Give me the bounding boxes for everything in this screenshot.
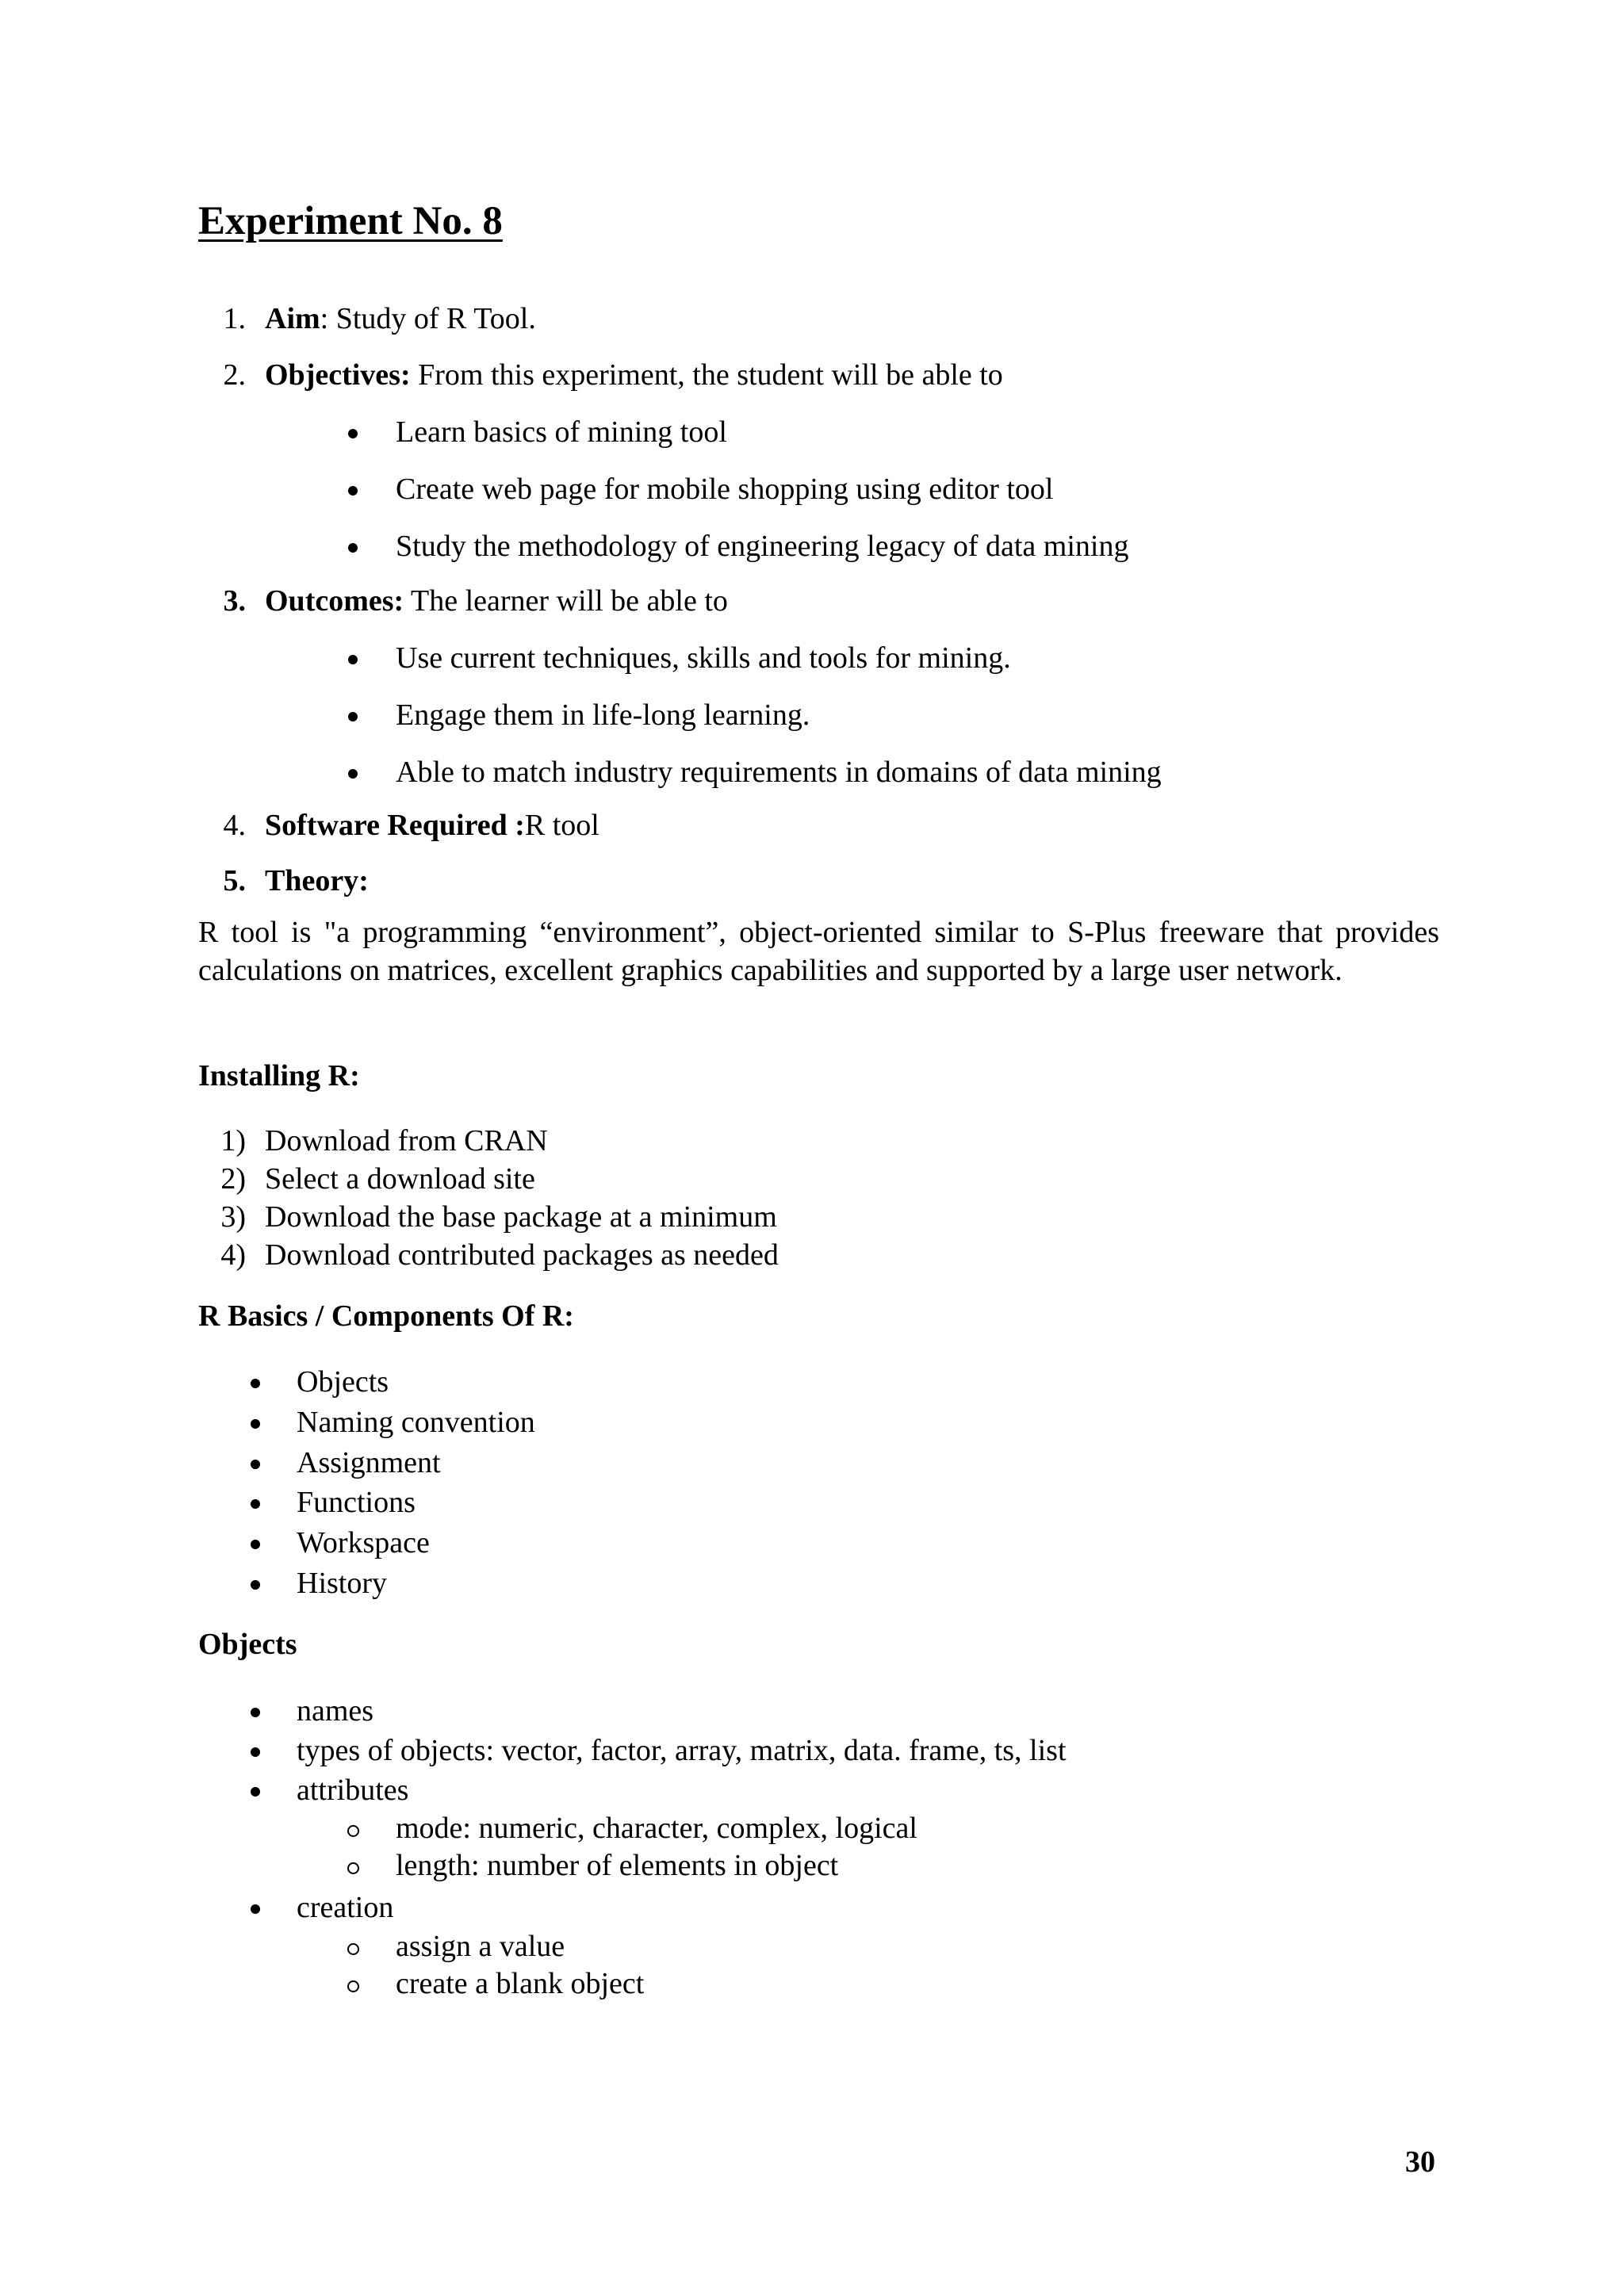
software-item: [198, 810, 599, 840]
objectives-item: [198, 360, 1003, 390]
outcome-bullet: Use current techniques, skills and tools for mining.: [396, 641, 1011, 675]
objects-item: names: [297, 1694, 374, 1728]
sub-bullet-icon: [347, 1862, 359, 1874]
bullet-icon: [348, 769, 358, 779]
basics-heading: R Basics / Components Of R:: [198, 1299, 574, 1333]
item-number: 4.: [223, 809, 246, 842]
sub-bullet-icon: [347, 1980, 359, 1992]
item-label: Theory:: [265, 864, 369, 897]
bullet-icon: [251, 1708, 260, 1717]
bullet-icon: [348, 712, 358, 721]
bullet-icon: [251, 1460, 260, 1469]
bullet-icon: [251, 1499, 260, 1509]
item-label: Software Required :: [265, 809, 525, 842]
basics-item: Functions: [297, 1486, 416, 1519]
install-step: 4) Download contributed packages as needed: [220, 1238, 779, 1272]
bullet-icon: [348, 655, 358, 664]
item-number: 5.: [223, 864, 246, 897]
objective-bullet: Create web page for mobile shopping using editor tool: [396, 473, 1054, 506]
sub-bullet-icon: [347, 1943, 359, 1955]
installing-heading: Installing R:: [198, 1059, 360, 1093]
bullet-icon: [251, 1787, 260, 1797]
sub-bullet-icon: [347, 1825, 359, 1837]
basics-item: History: [297, 1567, 387, 1600]
basics-item: Naming convention: [297, 1406, 535, 1439]
item-label: Objectives:: [265, 358, 411, 392]
page-title: Experiment No. 8: [198, 199, 503, 243]
item-label: Outcomes:: [265, 584, 404, 618]
bullet-icon: [348, 543, 358, 553]
item-number: 3.: [223, 584, 246, 618]
item-text: R tool: [524, 809, 599, 842]
bullet-icon: [251, 1379, 260, 1388]
attribute-subitem: mode: numeric, character, complex, logical: [396, 1812, 917, 1845]
bullet-icon: [251, 1747, 260, 1757]
objects-item: attributes: [297, 1774, 409, 1807]
attribute-subitem: length: number of elements in object: [396, 1849, 839, 1882]
item-text: The learner will be able to: [404, 584, 728, 618]
objects-item: types of objects: vector, factor, array, matrix, data. frame, ts, list: [297, 1734, 1067, 1767]
creation-subitem: assign a value: [396, 1930, 565, 1963]
install-step: 3) Download the base package at a minimum: [220, 1200, 777, 1234]
bullet-icon: [348, 486, 358, 496]
objects-item: creation: [297, 1891, 394, 1924]
aim-item: [198, 304, 536, 334]
item-label: Aim: [265, 302, 320, 335]
bullet-icon: [348, 429, 358, 438]
theory-item: [198, 866, 369, 896]
bullet-icon: [251, 1904, 260, 1914]
bullet-icon: [251, 1419, 260, 1429]
item-text: From this experiment, the student will be able to: [410, 358, 1003, 392]
objects-heading: Objects: [198, 1628, 297, 1661]
item-text: : Study of R Tool.: [320, 302, 536, 335]
outcome-bullet: Engage them in life-long learning.: [396, 698, 810, 732]
basics-item: Objects: [297, 1365, 389, 1399]
item-number: 2.: [223, 358, 246, 392]
outcome-bullet: Able to match industry requirements in domains of data mining: [396, 756, 1162, 789]
creation-subitem: create a blank object: [396, 1967, 645, 2000]
install-step: 2) Select a download site: [220, 1162, 535, 1196]
basics-item: Assignment: [297, 1446, 441, 1479]
objective-bullet: Learn basics of mining tool: [396, 415, 727, 449]
theory-paragraph: R tool is "a programming “environment”, object-oriented similar to S-Plus freeware that provides calculations on matrices, excellent graphics capabilities and supported by a large user network.: [198, 916, 1439, 987]
bullet-icon: [251, 1540, 260, 1549]
item-number: 1.: [223, 302, 246, 335]
basics-item: Workspace: [297, 1526, 430, 1559]
page-number: 30: [1405, 2145, 1435, 2179]
bullet-icon: [251, 1580, 260, 1590]
install-step: 1) Download from CRAN: [220, 1124, 548, 1158]
objective-bullet: Study the methodology of engineering legacy of data mining: [396, 530, 1129, 563]
outcomes-item: [198, 586, 728, 616]
